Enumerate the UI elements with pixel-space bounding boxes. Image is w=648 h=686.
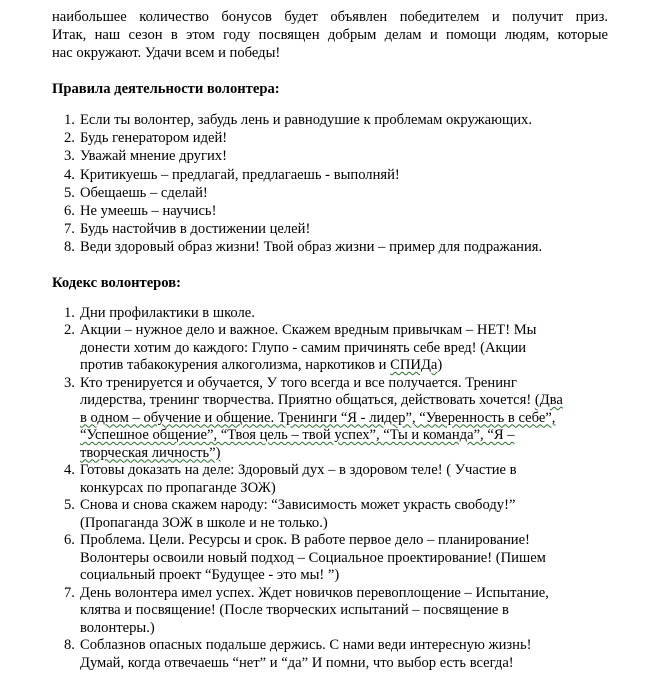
codex-list-item [52, 497, 608, 532]
list-item-line: (Пропаганда ЗОЖ в школе и не только.) [80, 514, 328, 531]
list-number: 7. [64, 584, 75, 601]
list-item-text: Если ты волонтер, забудь лень и равнодушие к проблемам окружающих. [80, 112, 533, 128]
list-item-line: “Успешное общение”, “Твоя цель – твой успех”, “Ты и команда”, “Я – [80, 427, 515, 444]
list-number: 3. [64, 148, 75, 165]
list-item-text: Веди здоровый образ жизни! Твой образ жизни – пример для подражания. [80, 239, 543, 256]
rules-list-item [52, 220, 608, 238]
list-number: 6. [64, 532, 75, 549]
list-item-line: Соблазнов опасных подальше держись. С нами веди интересную жизнь! [80, 637, 532, 654]
list-item-text: Не умеешь – научись! [80, 203, 217, 220]
intro-line: нас окружают. Удачи всем и победы! [52, 45, 281, 61]
list-item-line: в одном – обучение и общение. Тренинги “Я - лидер”, “Уверенность в себе”, [80, 409, 556, 426]
list-number: 2. [64, 130, 75, 147]
codex-list-item [52, 375, 608, 463]
rules-list-item [52, 184, 608, 202]
list-item-line: творческая личность”) [80, 444, 221, 461]
list-item-text: Будь генератором идей! [80, 130, 228, 147]
list-number: 4. [64, 462, 75, 479]
list-number: 1. [64, 112, 75, 128]
list-item-text: Уважай мнение других! [80, 148, 227, 165]
rules-list-item [52, 202, 608, 220]
list-item-text: Критикуешь – предлагай, предлагаешь - выполняй! [80, 166, 400, 183]
list-item-line: Думай, когда отвечаешь “нет” и “да” И помни, что выбор есть всегда! [80, 654, 514, 671]
list-item-line: Готовы доказать на деле: Здоровый дух – в здоровом теле! ( Участие в [80, 462, 517, 479]
codex-list-item [52, 305, 608, 323]
list-item-line: волонтеры.) [80, 619, 155, 636]
list-item-line: лидерства, тренинг творчества. Приятно общаться, действовать хочется! (Два [80, 392, 563, 409]
list-number: 8. [64, 239, 75, 256]
list-item-line: Волонтеры освоили новый подход – Социальное проектирование! (Пишем [80, 549, 546, 566]
list-item-line: Акции – нужное дело и важное. Скажем вредным привычкам – НЕТ! Мы [80, 322, 537, 339]
list-item-line: Снова и снова скажем народу: “Зависимость может украсть свободу!” [80, 497, 516, 514]
codex-list-item [52, 637, 608, 672]
list-item-line: донести хотим до каждого: Глупо - самим причинять себе вред! (Акции [80, 339, 527, 356]
codex-list [52, 305, 608, 673]
rules-list-item [52, 111, 608, 129]
list-number: 7. [64, 221, 75, 238]
list-number: 6. [64, 203, 75, 220]
rules-list [52, 111, 608, 257]
list-number: 8. [64, 637, 75, 654]
list-item-line: конкурсах по пропаганде ЗОЖ) [80, 479, 276, 496]
list-item-line: Проблема. Цели. Ресурсы и срок. В работе первое дело – планирование! [80, 532, 530, 549]
codex-list-item [52, 532, 608, 585]
list-number: 3. [64, 374, 75, 391]
list-number: 5. [64, 184, 75, 201]
codex-list-item [52, 322, 608, 375]
codex-list-item [52, 585, 608, 638]
list-item-line: Кто тренируется и обучается, У того всегда и все получается. Тренинг [80, 374, 517, 391]
rules-heading: Правила деятельности волонтера: [52, 81, 280, 97]
codex-heading: Кодекс волонтеров: [52, 274, 181, 291]
list-item-text: Обещаешь – сделай! [80, 184, 208, 201]
intro-line: наибольшее количество бонусов будет объявлен победителем и получит приз. [52, 9, 608, 25]
list-number: 1. [64, 304, 75, 321]
rules-list-item [52, 238, 608, 256]
list-number: 2. [64, 322, 75, 339]
list-item-line: социальный проект “Будущее - это мы! ”) [80, 567, 340, 584]
intro-line: Итак, наш сезон в этом году посвящен добрым делам и помощи людям, которые [52, 27, 608, 43]
list-item-line: против табакокурения алкоголизма, наркотиков и СПИДа) [80, 357, 443, 374]
list-item-line: Дни профилактики в школе. [80, 304, 255, 321]
rules-list-item [52, 129, 608, 147]
codex-list-item [52, 462, 608, 497]
rules-list-item [52, 166, 608, 184]
rules-list-item [52, 147, 608, 165]
list-item-text: Будь настойчив в достижении целей! [80, 221, 311, 238]
list-number: 4. [64, 166, 75, 183]
intro-paragraph [52, 8, 608, 62]
list-item-line: День волонтера имел успех. Ждет новичков перевоплощение – Испытание, [80, 584, 549, 601]
list-number: 5. [64, 497, 75, 514]
list-item-line: клятва и посвящение! (После творческих испытаний – посвящение в [80, 602, 509, 619]
